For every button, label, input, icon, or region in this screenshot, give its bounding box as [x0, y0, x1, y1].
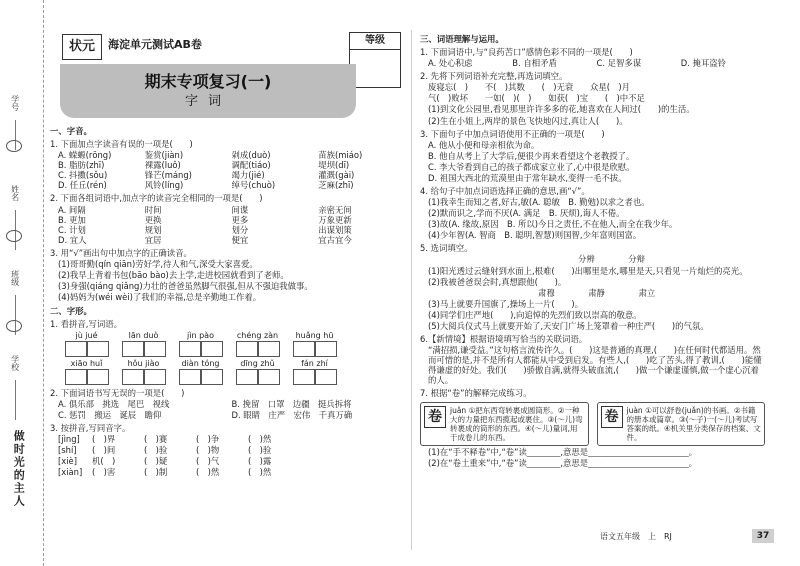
- pinyin-label: hǒu jiào: [127, 359, 160, 369]
- option[interactable]: C. 足智多谋: [596, 58, 642, 69]
- question-line: (2)生在小姐上,两岸的景色飞快地闪过,真让人( )。: [428, 115, 628, 126]
- option[interactable]: A. 处心积虑: [428, 58, 473, 69]
- option: 苗族(miáo): [318, 150, 363, 161]
- question: 3. 下面句子中加点词语使用不正确的一项是( ): [420, 128, 605, 139]
- question: 6.【新情境】根据语境填写恰当的关联词语。: [420, 334, 588, 345]
- option[interactable]: B. 更加: [58, 214, 86, 225]
- word-choices: 分辨 分辩: [578, 254, 645, 265]
- option[interactable]: A. 他从小便和母亲相依为命。: [428, 139, 540, 150]
- option[interactable]: D. 宜人: [58, 234, 87, 245]
- question-line: (2)我早上背着书包(bāo bào)去上学,走进校园就看到了老师。: [58, 270, 289, 281]
- option: 风铃(líng): [144, 180, 184, 191]
- option: 宜居: [144, 234, 162, 245]
- question: 1. 看拼音,写词语。: [50, 319, 122, 330]
- definition-cards: [420, 402, 765, 446]
- series-title: 海淀单元测试AB卷: [108, 38, 202, 51]
- school-label: 学校: [10, 355, 20, 371]
- question-line: (1)到文化公园里,看见那里许许多多的花,她喜欢在人间过( )的生活。: [428, 104, 695, 115]
- option[interactable]: D. 祖国大西北的荒漠里由于常年缺水,变得一毛不拔。: [428, 172, 627, 183]
- writing-box[interactable]: [229, 369, 286, 385]
- option[interactable]: C. 抖擞(sǒu): [58, 170, 108, 181]
- option[interactable]: A. 蝾螈(rōng): [58, 150, 112, 161]
- option[interactable]: D. 掩耳盗铃: [680, 58, 727, 69]
- option: 规划: [144, 224, 162, 235]
- pinyin-grid-row: [58, 359, 405, 385]
- class-label: 班级: [10, 270, 20, 286]
- option: 更换: [144, 214, 162, 225]
- option-list: [58, 150, 405, 190]
- question-line: (3)故(A. 缘故,原因 B. 所以)今日之责任,不在他人,而全在我少年。: [428, 219, 678, 230]
- definition-card: [597, 402, 766, 446]
- footer-text: 语文五年级 上 RJ: [600, 532, 672, 541]
- option[interactable]: D. 任丘(rén): [58, 180, 107, 191]
- option[interactable]: A. 俱乐部 挑选 尾巴 视线: [58, 399, 170, 410]
- pinyin-label: lān duò: [128, 331, 159, 341]
- option: 调配(tiáo): [231, 160, 271, 171]
- pinyin-label: xiāo huǐ: [70, 359, 103, 369]
- pinyin-label: fán zhí: [301, 359, 328, 369]
- option: 裸露(luǒ): [144, 160, 181, 171]
- option[interactable]: C. 计划: [58, 224, 86, 235]
- homophone-row: [xiè] 机( ) ( )疑 ( )气 ( )露: [58, 455, 272, 466]
- passage: “满招损,谦受益。”这句格言流传许久。( )这是普通的真理,( )在任何时代都适用。然而可惜的是,并不是所有人都能从中受到启发。有些人,( )吃了苦头,得了教训,( )能懂得谦虚的好处。我们( )骄傲自满,就得头破血流,( )做一个谦虚谨慎,做一个虚心沉着的人。: [428, 345, 762, 386]
- title-banner: [60, 64, 356, 118]
- page-divider: [411, 30, 412, 550]
- question: 5. 选词填空。: [420, 243, 473, 254]
- question: 1. 下面词语中,与“良药苦口”感情色彩不同的一项是( ): [420, 47, 633, 58]
- section-heading: 二、字形。: [50, 306, 92, 317]
- option[interactable]: D. 眼睛 庄严 宏伟 千真万确: [231, 409, 353, 420]
- option: 绰号(chuò): [231, 180, 276, 191]
- question-line: 废寝忘( ) 不( )其数 ( )无衰 众星( )月: [428, 82, 631, 93]
- question-line: (1)哥哥勤(qín qiān)劳好学,待人和气,深受大家喜爱。: [58, 258, 258, 269]
- homophone-row: [xiàn] ( )害 ( )制 ( )然 ( )然: [58, 466, 272, 477]
- left-page: [50, 30, 405, 477]
- question-line: (5)大阅兵仪式马上就要开始了,天安门广场上笼罩着一种庄严( )的气氛。: [428, 320, 709, 331]
- question-line: (1)阳光透过云缝射到水面上,根难( )出哪里是水,哪里是天,只看见一片灿烂的亮光。: [428, 265, 748, 276]
- option: 出谋划策: [318, 224, 352, 235]
- pinyin-label: dīng zhǔ: [240, 359, 275, 369]
- option-list: [58, 399, 405, 419]
- card-character: 卷: [601, 406, 623, 428]
- binding-margin: [0, 0, 44, 566]
- option-list: [428, 58, 765, 68]
- option: 划分: [231, 224, 249, 235]
- seal-mark: [6, 140, 22, 152]
- pinyin-label: chéng zàn: [236, 331, 279, 341]
- name-label: 姓名: [10, 185, 20, 201]
- page-subtitle: 字词: [184, 94, 231, 109]
- option: 亲密无间: [318, 204, 352, 215]
- option: 便宜: [231, 234, 249, 245]
- page-title: 期末专项复习(一): [144, 72, 272, 91]
- option: 竭力(jié): [231, 170, 265, 181]
- option[interactable]: A. 间隔: [58, 204, 86, 215]
- seal-mark: [6, 230, 22, 242]
- pinyin-label: jìn pào: [187, 331, 214, 341]
- card-definition: juàn ①可以舒卷(juǎn)的书画。②书籍的册本或篇章。③(～子)一(～儿)考试写答案的纸。④机关里分类保存的档案、文件。: [626, 405, 761, 442]
- option: 芝麻(zhī): [318, 180, 354, 191]
- homophone-row: [shí] ( )间 ( )验 ( )物 ( )验: [58, 444, 272, 455]
- binding-slogan: 做时光的主人: [12, 430, 26, 508]
- writing-box[interactable]: [172, 341, 229, 357]
- question: 4. 给句子中加点词语选择正确的意思,画“√”。: [420, 186, 590, 197]
- option: 鉴赏(jiàn): [144, 150, 184, 161]
- question-line: (2)默而识之,学而不厌(A. 满足 B. 厌烦),诲人不倦。: [428, 208, 625, 219]
- option: 更多: [231, 214, 249, 225]
- option[interactable]: C. 惩罚 搬运 诞辰 瞻仰: [58, 409, 162, 420]
- question-line: 气( )败坏 一如( )( ) 如获( )宝 ( )中不足: [428, 93, 645, 104]
- option: 锋芒(máng): [144, 170, 192, 181]
- option[interactable]: B. 他自从考上了大学后,便很少再来看望这个老教授了。: [428, 150, 635, 161]
- question: 2. 下面各组词语中,加点字的读音完全相同的一项是( ): [50, 193, 263, 204]
- student-id-label: 学号: [10, 95, 20, 111]
- school-line: [15, 380, 16, 420]
- writing-box[interactable]: [115, 369, 172, 385]
- right-page: [420, 30, 765, 468]
- question-line: (4)少年智(A. 智商 B. 聪明,智慧)则国智,少年富则国富。: [428, 230, 642, 241]
- writing-box[interactable]: [286, 369, 343, 385]
- pinyin-label: diàn tóng: [181, 359, 220, 369]
- section-heading: 一、字音。: [50, 126, 92, 136]
- question-line: (2)我被爸爸误会时,真想跟他( )。: [428, 276, 567, 287]
- option[interactable]: B. 脂肪(zhī): [58, 160, 105, 171]
- option: 剁成(duò): [231, 150, 271, 161]
- answer-line[interactable]: (1)在“手不释卷”中,“卷”读________,意思是________________________。: [428, 446, 698, 457]
- question: 2. 下面词语书写无误的一项是( ): [50, 388, 185, 399]
- section-heading: 三、词语理解与运用。: [420, 34, 504, 44]
- question: 1. 下面加点字读音有误的一项是( ): [50, 139, 193, 150]
- option: 万象更新: [318, 214, 352, 225]
- homophone-row: [jìng] ( )界 ( )赛 ( )争 ( )然: [58, 433, 272, 444]
- question-line: (1)我幸生而知之者,好古,敏(A. 聪敏 B. 勤勉)以求之者也。: [428, 197, 650, 208]
- option[interactable]: B. 自相矛盾: [512, 58, 557, 69]
- option: 宜古宜今: [318, 234, 352, 245]
- pinyin-label: jù jué: [75, 331, 98, 341]
- grade-box: [349, 32, 401, 88]
- question: 3. 按拼音,写同音字。: [50, 422, 131, 433]
- question-line: (3)马上就要升国旗了,操场上一片( )。: [428, 298, 584, 309]
- writing-box[interactable]: [58, 369, 115, 385]
- question-line: (4)妈妈为(wéi wèi)了我们的幸福,总是辛勤地工作着。: [58, 292, 262, 303]
- option: 间谍: [231, 204, 249, 215]
- question-line: (4)同学们庄严地( ),向追悼的先烈们致以崇高的敬意。: [428, 309, 642, 320]
- writing-box[interactable]: [115, 341, 172, 357]
- page-number: 37: [752, 529, 774, 543]
- question: 7. 根据“卷”的解释完成练习。: [420, 388, 532, 399]
- writing-box[interactable]: [172, 369, 229, 385]
- option: 堤坝(dī): [318, 160, 350, 171]
- brand-logo: 状元: [62, 34, 102, 60]
- grade-label: 等级: [350, 33, 400, 50]
- option-list: [58, 205, 405, 245]
- writing-box[interactable]: [229, 341, 286, 357]
- option: 灌溉(gài): [318, 170, 355, 181]
- seal-mark: [6, 320, 22, 332]
- question: 3. 用“√”画出句中加点字的正确读音。: [50, 247, 192, 258]
- writing-box[interactable]: [58, 341, 115, 357]
- option[interactable]: B. 挽留 口罩 边疆 挺兵拆将: [231, 399, 352, 410]
- question: 2. 先将下列词语补充完整,再选词填空。: [420, 71, 568, 82]
- writing-box[interactable]: [286, 341, 343, 357]
- option: 时间: [144, 204, 162, 215]
- card-character: 卷: [424, 406, 446, 428]
- pinyin-grid-row: [58, 331, 405, 357]
- card-definition: juǎn ①把东西弯转裹成圆筒形。②一种大的力量把东西揽起或裹住。③(～儿)弯转裹成的筒形的东西。④(～儿)量词,用于成卷儿的东西。: [450, 405, 583, 442]
- answer-line[interactable]: (2)在“卷土重来”中,“卷”读________,意思是________________________。: [428, 457, 698, 468]
- question-line: (3)身强(qiáng qiǎng)力壮的爸爸虽然脚气很强,但从不强迫我做事。: [58, 281, 313, 292]
- pinyin-label: huǎng hū: [295, 331, 334, 341]
- word-choices: 肃穆 肃静 肃立: [538, 287, 656, 298]
- definition-card: [420, 402, 589, 446]
- option[interactable]: C. 李大爷看到自己的孩子都成家立业了,心中很是欣慰。: [428, 161, 635, 172]
- page-header: [50, 30, 405, 122]
